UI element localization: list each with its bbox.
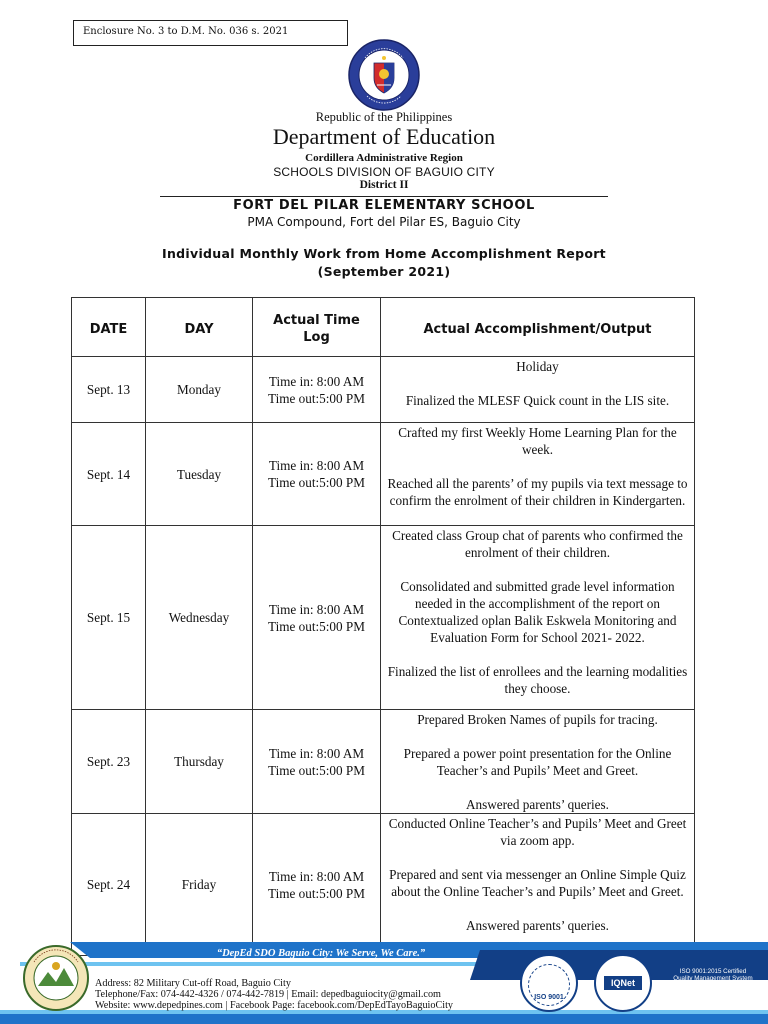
report-period: (September 2021) <box>317 264 451 279</box>
accomplishment-item: Prepared Broken Names of pupils for tracing. <box>417 712 658 727</box>
iso-line: CRN RU-19.2560.026 <box>682 982 744 990</box>
accomplishment-item: Answered parents’ queries. <box>466 797 609 812</box>
table-row <box>72 423 695 526</box>
accomplishment-item: Crafted my first Weekly Home Learning Plan for the week. <box>398 425 677 457</box>
date-cell: Sept. 15 <box>72 526 146 710</box>
iso-line: Quality Management System <box>673 975 753 983</box>
iso-badge-label: ISO 9001 <box>534 994 564 1001</box>
iso-line: ISO 9001:2015 Certified <box>679 968 747 975</box>
report-title: Individual Monthly Work from Home Accomplishment Report <box>162 246 606 261</box>
accomplishment-cell <box>381 357 695 423</box>
day-cell: Friday <box>146 814 253 956</box>
iso-9001-badge <box>520 954 578 1012</box>
iqnet-badge-label: IQNet <box>604 976 642 990</box>
header-accomplishment: Actual Accomplishment/Output <box>381 298 695 357</box>
accomplishment-item: Reached all the parents’ of my pupils via text message to confirm the enrolment of their children in Kindergarten. <box>387 476 688 508</box>
day-cell: Tuesday <box>146 423 253 526</box>
time-out: Time out:5:00 PM <box>268 390 365 406</box>
time-log-cell <box>253 526 381 710</box>
time-log-cell <box>253 814 381 956</box>
day-cell: Wednesday <box>146 526 253 710</box>
accomplishment-item: Finalized the list of enrollees and the learning modalities they choose. <box>387 664 688 696</box>
date-cell: Sept. 24 <box>72 814 146 956</box>
accomplishment-item: Finalized the MLESF Quick count in the LIS site. <box>405 393 670 408</box>
school-name: FORT DEL PILAR ELEMENTARY SCHOOL <box>233 198 535 213</box>
header-date: DATE <box>72 298 146 357</box>
accomplishment-cell <box>381 526 695 710</box>
accomplishment-item: Prepared and sent via messenger an Online Simple Quiz about the Online Teacher’s and Pupils’ Meet and Greet. <box>389 867 686 899</box>
time-log-cell <box>253 710 381 814</box>
header-time-log: Actual Time Log <box>253 298 381 357</box>
time-in: Time in: 8:00 AM <box>268 373 365 389</box>
footer-website: Website: www.depedpines.com | Facebook Page: facebook.com/DepEdTayoBaguioCity <box>95 1000 454 1011</box>
time-in: Time in: 8:00 AM <box>268 868 365 884</box>
accomplishment-cell <box>381 423 695 526</box>
accomplishment-item: Consolidated and submitted grade level information needed in the accomplishment of the report on Contextualized oplan Balik Eskwela Monitoring and Evaluation Form for School 2021- 2022. <box>398 579 677 645</box>
time-out: Time out:5:00 PM <box>268 762 365 778</box>
day-cell: Monday <box>146 357 253 423</box>
day-cell: Thursday <box>146 710 253 814</box>
time-out: Time out:5:00 PM <box>268 885 365 901</box>
deped-seal-icon <box>347 38 421 112</box>
footer-address: Address: 82 Military Cut-off Road, Baguio City <box>95 978 291 989</box>
accomplishment-item: Holiday <box>516 359 559 374</box>
footer-contact: Telephone/Fax: 074-442-4326 / 074-442-7819 | Email: depedbaguiocity@gmail.com <box>95 989 441 1000</box>
division-heading: SCHOOLS DIVISION OF BAGUIO CITY <box>273 165 495 179</box>
iqnet-badge <box>594 954 652 1012</box>
school-address: PMA Compound, Fort del Pilar ES, Baguio City <box>247 215 521 229</box>
table-row <box>72 526 695 710</box>
table-row <box>72 814 695 956</box>
accomplishment-item: Answered parents’ queries. <box>466 918 609 933</box>
date-cell: Sept. 13 <box>72 357 146 423</box>
accomplishment-table <box>71 297 695 956</box>
iso-certification-text <box>663 968 763 997</box>
iso-line: Issued on 12/27/2019 <box>683 989 743 997</box>
sdo-baguio-seal-icon <box>22 944 90 1012</box>
district-heading: District II <box>359 179 409 191</box>
time-out: Time out:5:00 PM <box>268 618 365 634</box>
republic-heading: Republic of the Philippines <box>315 110 453 124</box>
accomplishment-item: Conducted Online Teacher’s and Pupils’ Meet and Greet via zoom app. <box>388 816 687 848</box>
time-in: Time in: 8:00 AM <box>268 458 365 473</box>
date-cell: Sept. 23 <box>72 710 146 814</box>
accomplishment-item: Created class Group chat of parents who confirmed the enrolment of their children. <box>392 528 683 560</box>
time-in: Time in: 8:00 AM <box>268 745 365 761</box>
accomplishment-item: Prepared a power point presentation for the Online Teacher’s and Pupils’ Meet and Greet. <box>403 746 672 778</box>
accomplishment-cell <box>381 814 695 956</box>
header-divider <box>160 196 608 197</box>
header-day: DAY <box>146 298 253 357</box>
time-log-cell <box>253 423 381 526</box>
accomplishment-cell <box>381 710 695 814</box>
table-row <box>72 710 695 814</box>
region-heading: Cordillera Administrative Region <box>305 152 463 164</box>
time-out: Time out:5:00 PM <box>268 475 365 490</box>
time-in: Time in: 8:00 AM <box>268 601 365 617</box>
enclosure-label: Enclosure No. 3 to D.M. No. 036 s. 2021 <box>73 20 348 46</box>
table-header-row <box>72 298 695 357</box>
time-log-cell <box>253 357 381 423</box>
date-cell: Sept. 14 <box>72 423 146 526</box>
footer-slogan: “DepEd SDO Baguio City: We Serve, We Care.” <box>216 948 426 959</box>
department-heading: Department of Education <box>272 124 496 149</box>
table-row <box>72 357 695 423</box>
